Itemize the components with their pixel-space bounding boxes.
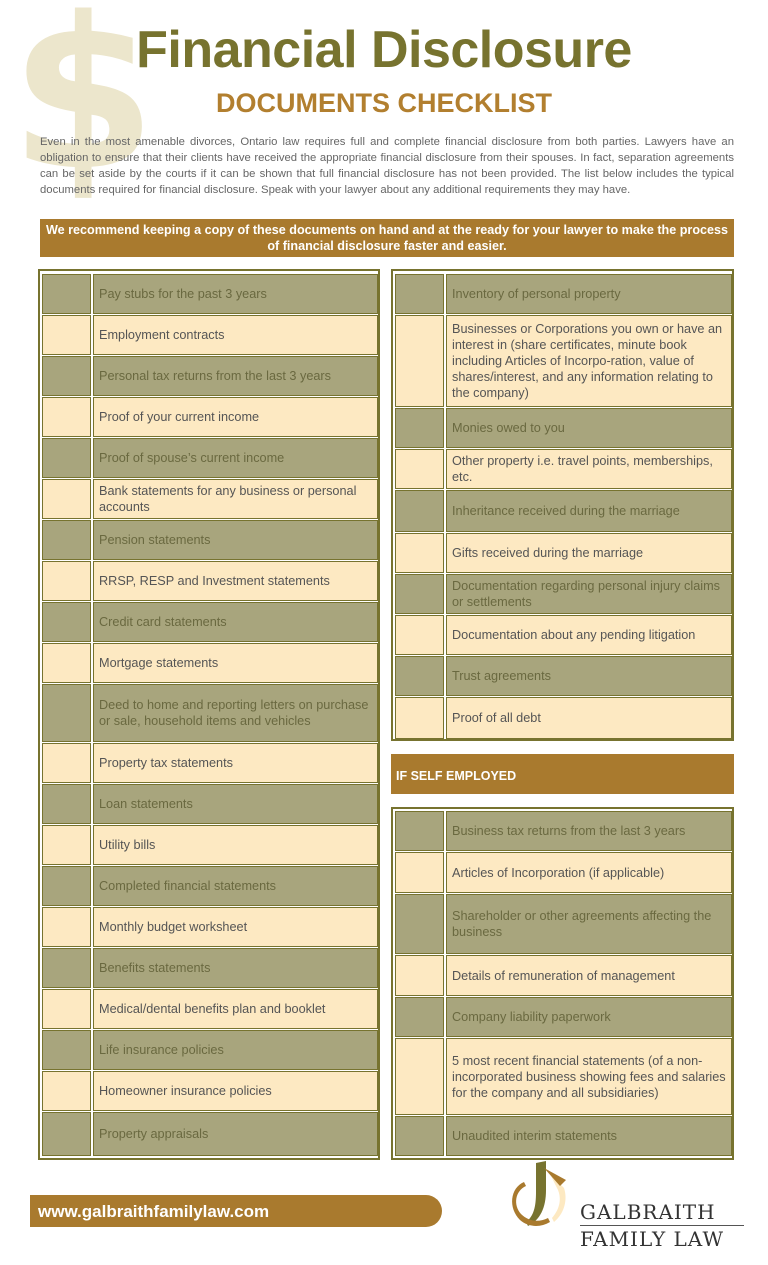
checkbox-cell[interactable] — [395, 1116, 444, 1156]
checklist-item-label: Trust agreements — [446, 656, 732, 696]
checkbox-cell[interactable] — [395, 811, 444, 851]
checklist-item-label: Pay stubs for the past 3 years — [93, 274, 378, 314]
checkbox-cell[interactable] — [42, 520, 91, 560]
checklist-row — [395, 656, 732, 696]
checklist-item-label: Medical/dental benefits plan and booklet — [93, 989, 378, 1029]
checklist-row — [42, 825, 378, 865]
checklist-item-label: Mortgage statements — [93, 643, 378, 683]
checklist-item-label: Monthly budget worksheet — [93, 907, 378, 947]
checklist-item-label: Proof of your current income — [93, 397, 378, 437]
checklist-item-label: Proof of spouse’s current income — [93, 438, 378, 478]
checklist-item-label: Unaudited interim statements — [446, 1116, 732, 1156]
checkbox-cell[interactable] — [42, 397, 91, 437]
page-title: Financial Disclosure — [136, 21, 632, 79]
firm-name-divider — [580, 1225, 744, 1226]
checkbox-cell[interactable] — [42, 438, 91, 478]
checklist-item-label: Loan statements — [93, 784, 378, 824]
checklist-row — [42, 479, 378, 519]
checklist-row — [395, 274, 732, 314]
checklist-row — [42, 684, 378, 742]
firm-name-line2: FAMILY LAW — [580, 1227, 724, 1251]
self-employed-heading: IF SELF EMPLOYED — [391, 754, 734, 794]
checklist-row — [42, 907, 378, 947]
checklist-row — [42, 784, 378, 824]
checklist-item-label: Business tax returns from the last 3 years — [446, 811, 732, 851]
checkbox-cell[interactable] — [42, 602, 91, 642]
checkbox-cell[interactable] — [395, 533, 444, 573]
checklist-item-label: Completed financial statements — [93, 866, 378, 906]
checkbox-cell[interactable] — [42, 643, 91, 683]
website-link[interactable]: www.galbraithfamilylaw.com — [30, 1195, 442, 1227]
checklist-row — [42, 743, 378, 783]
checklist-row — [42, 1030, 378, 1070]
checklist-row — [395, 997, 732, 1037]
checkbox-cell[interactable] — [42, 315, 91, 355]
checklist-row — [395, 315, 732, 407]
checkbox-cell[interactable] — [395, 315, 444, 407]
checklist-row — [42, 602, 378, 642]
checklist-row — [395, 490, 732, 532]
checkbox-cell[interactable] — [42, 356, 91, 396]
checklist-row — [42, 315, 378, 355]
checkbox-cell[interactable] — [42, 989, 91, 1029]
checkbox-cell[interactable] — [42, 825, 91, 865]
checklist-item-label: Shareholder or other agreements affecting the business — [446, 894, 732, 954]
checkbox-cell[interactable] — [395, 997, 444, 1037]
checkbox-cell[interactable] — [42, 907, 91, 947]
checklist-row — [42, 866, 378, 906]
checkbox-cell[interactable] — [395, 697, 444, 739]
checkbox-cell[interactable] — [42, 684, 91, 742]
checkbox-cell[interactable] — [395, 449, 444, 489]
checkbox-cell[interactable] — [42, 1112, 91, 1156]
checklist-row — [42, 397, 378, 437]
checklist-item-label: Details of remuneration of management — [446, 955, 732, 996]
checkbox-cell[interactable] — [42, 948, 91, 988]
checkbox-cell[interactable] — [395, 574, 444, 614]
checkbox-cell[interactable] — [395, 1038, 444, 1115]
checklist-row — [395, 894, 732, 954]
checklist-item-label: Property appraisals — [93, 1112, 378, 1156]
checkbox-cell[interactable] — [42, 479, 91, 519]
checkbox-cell[interactable] — [42, 1030, 91, 1070]
checklist-item-label: Pension statements — [93, 520, 378, 560]
checklist-item-label: Inventory of personal property — [446, 274, 732, 314]
checklist-item-label: Employment contracts — [93, 315, 378, 355]
checkbox-cell[interactable] — [395, 852, 444, 893]
checklist-item-label: Documentation regarding personal injury claims or settlements — [446, 574, 732, 614]
checkbox-cell[interactable] — [395, 656, 444, 696]
checklist-row — [395, 1116, 732, 1156]
checkbox-cell[interactable] — [395, 274, 444, 314]
checklist-item-label: Deed to home and reporting letters on purchase or sale, household items and vehicles — [93, 684, 378, 742]
checklist-item-label: Utility bills — [93, 825, 378, 865]
checklist-item-label: Homeowner insurance policies — [93, 1071, 378, 1111]
checklist-item-label: Other property i.e. travel points, memberships, etc. — [446, 449, 732, 489]
checkbox-cell[interactable] — [395, 490, 444, 532]
checklist-row — [395, 811, 732, 851]
checkbox-cell[interactable] — [42, 743, 91, 783]
checkbox-cell[interactable] — [395, 894, 444, 954]
firm-name — [580, 1200, 744, 1251]
left-checklist-table — [38, 269, 380, 1160]
checklist-row — [395, 533, 732, 573]
galbraith-logo-icon — [506, 1160, 576, 1230]
page-subtitle: DOCUMENTS CHECKLIST — [216, 88, 552, 118]
checklist-row — [395, 697, 732, 739]
checklist-row — [42, 1112, 378, 1156]
checklist-item-label: Monies owed to you — [446, 408, 732, 448]
checklist-item-label: Property tax statements — [93, 743, 378, 783]
checklist-row — [42, 561, 378, 601]
dollar-watermark-icon: $ — [10, 0, 157, 217]
checklist-row — [42, 520, 378, 560]
checklist-item-label: Personal tax returns from the last 3 years — [93, 356, 378, 396]
checklist-item-label: Credit card statements — [93, 602, 378, 642]
checkbox-cell[interactable] — [42, 561, 91, 601]
checklist-item-label: Proof of all debt — [446, 697, 732, 739]
checklist-row — [42, 643, 378, 683]
checklist-item-label: Company liability paperwork — [446, 997, 732, 1037]
checklist-row — [42, 274, 378, 314]
checkbox-cell[interactable] — [395, 955, 444, 996]
checkbox-cell[interactable] — [42, 274, 91, 314]
checklist-item-label: Inheritance received during the marriage — [446, 490, 732, 532]
checklist-row — [42, 1071, 378, 1111]
checklist-row — [395, 1038, 732, 1115]
checklist-row — [395, 615, 732, 655]
intro-paragraph: Even in the most amenable divorces, Ontario law requires full and complete financial disclosure from both parties. Lawyers have an obligation to ensure that their clients have received the appropriate financial disclosure from their spouses. In fact, separation agreements can be set aside by the courts if it can be shown that full financial disclosure has not been provided. The list below includes the typical documents required for financial disclosure. Speak with your lawyer about any additional requirements they may have. — [40, 136, 734, 196]
checklist-row — [395, 574, 732, 614]
checklist-row — [395, 955, 732, 996]
checklist-row — [42, 356, 378, 396]
checklist-item-label: Gifts received during the marriage — [446, 533, 732, 573]
recommendation-banner: We recommend keeping a copy of these documents on hand and at the ready for your lawyer to make the process of financial disclosure faster and easier. — [40, 219, 734, 257]
checklist-item-label: Businesses or Corporations you own or have an interest in (share certificates, minute book including Articles of Incorpo-ration, value of shares/interest, and any information relating to the company) — [446, 315, 732, 407]
checklist-item-label: RRSP, RESP and Investment statements — [93, 561, 378, 601]
checkbox-cell[interactable] — [42, 866, 91, 906]
checklist-row — [42, 948, 378, 988]
right-checklist-table — [391, 269, 734, 741]
checklist-item-label: Bank statements for any business or personal accounts — [93, 479, 378, 519]
checkbox-cell[interactable] — [395, 615, 444, 655]
checklist-item-label: Life insurance policies — [93, 1030, 378, 1070]
checklist-row — [395, 408, 732, 448]
checkbox-cell[interactable] — [42, 1071, 91, 1111]
checklist-row — [395, 852, 732, 893]
self-employed-checklist-table — [391, 807, 734, 1160]
checklist-row — [42, 438, 378, 478]
checklist-item-label: Documentation about any pending litigation — [446, 615, 732, 655]
checklist-item-label: 5 most recent financial statements (of a non-incorporated business showing fees and salaries for the company and all subsidiaries) — [446, 1038, 732, 1115]
checklist-row — [42, 989, 378, 1029]
firm-name-line1: GALBRAITH — [580, 1200, 716, 1224]
checklist-row — [395, 449, 732, 489]
checklist-item-label: Articles of Incorporation (if applicable) — [446, 852, 732, 893]
checkbox-cell[interactable] — [395, 408, 444, 448]
checklist-item-label: Benefits statements — [93, 948, 378, 988]
checkbox-cell[interactable] — [42, 784, 91, 824]
